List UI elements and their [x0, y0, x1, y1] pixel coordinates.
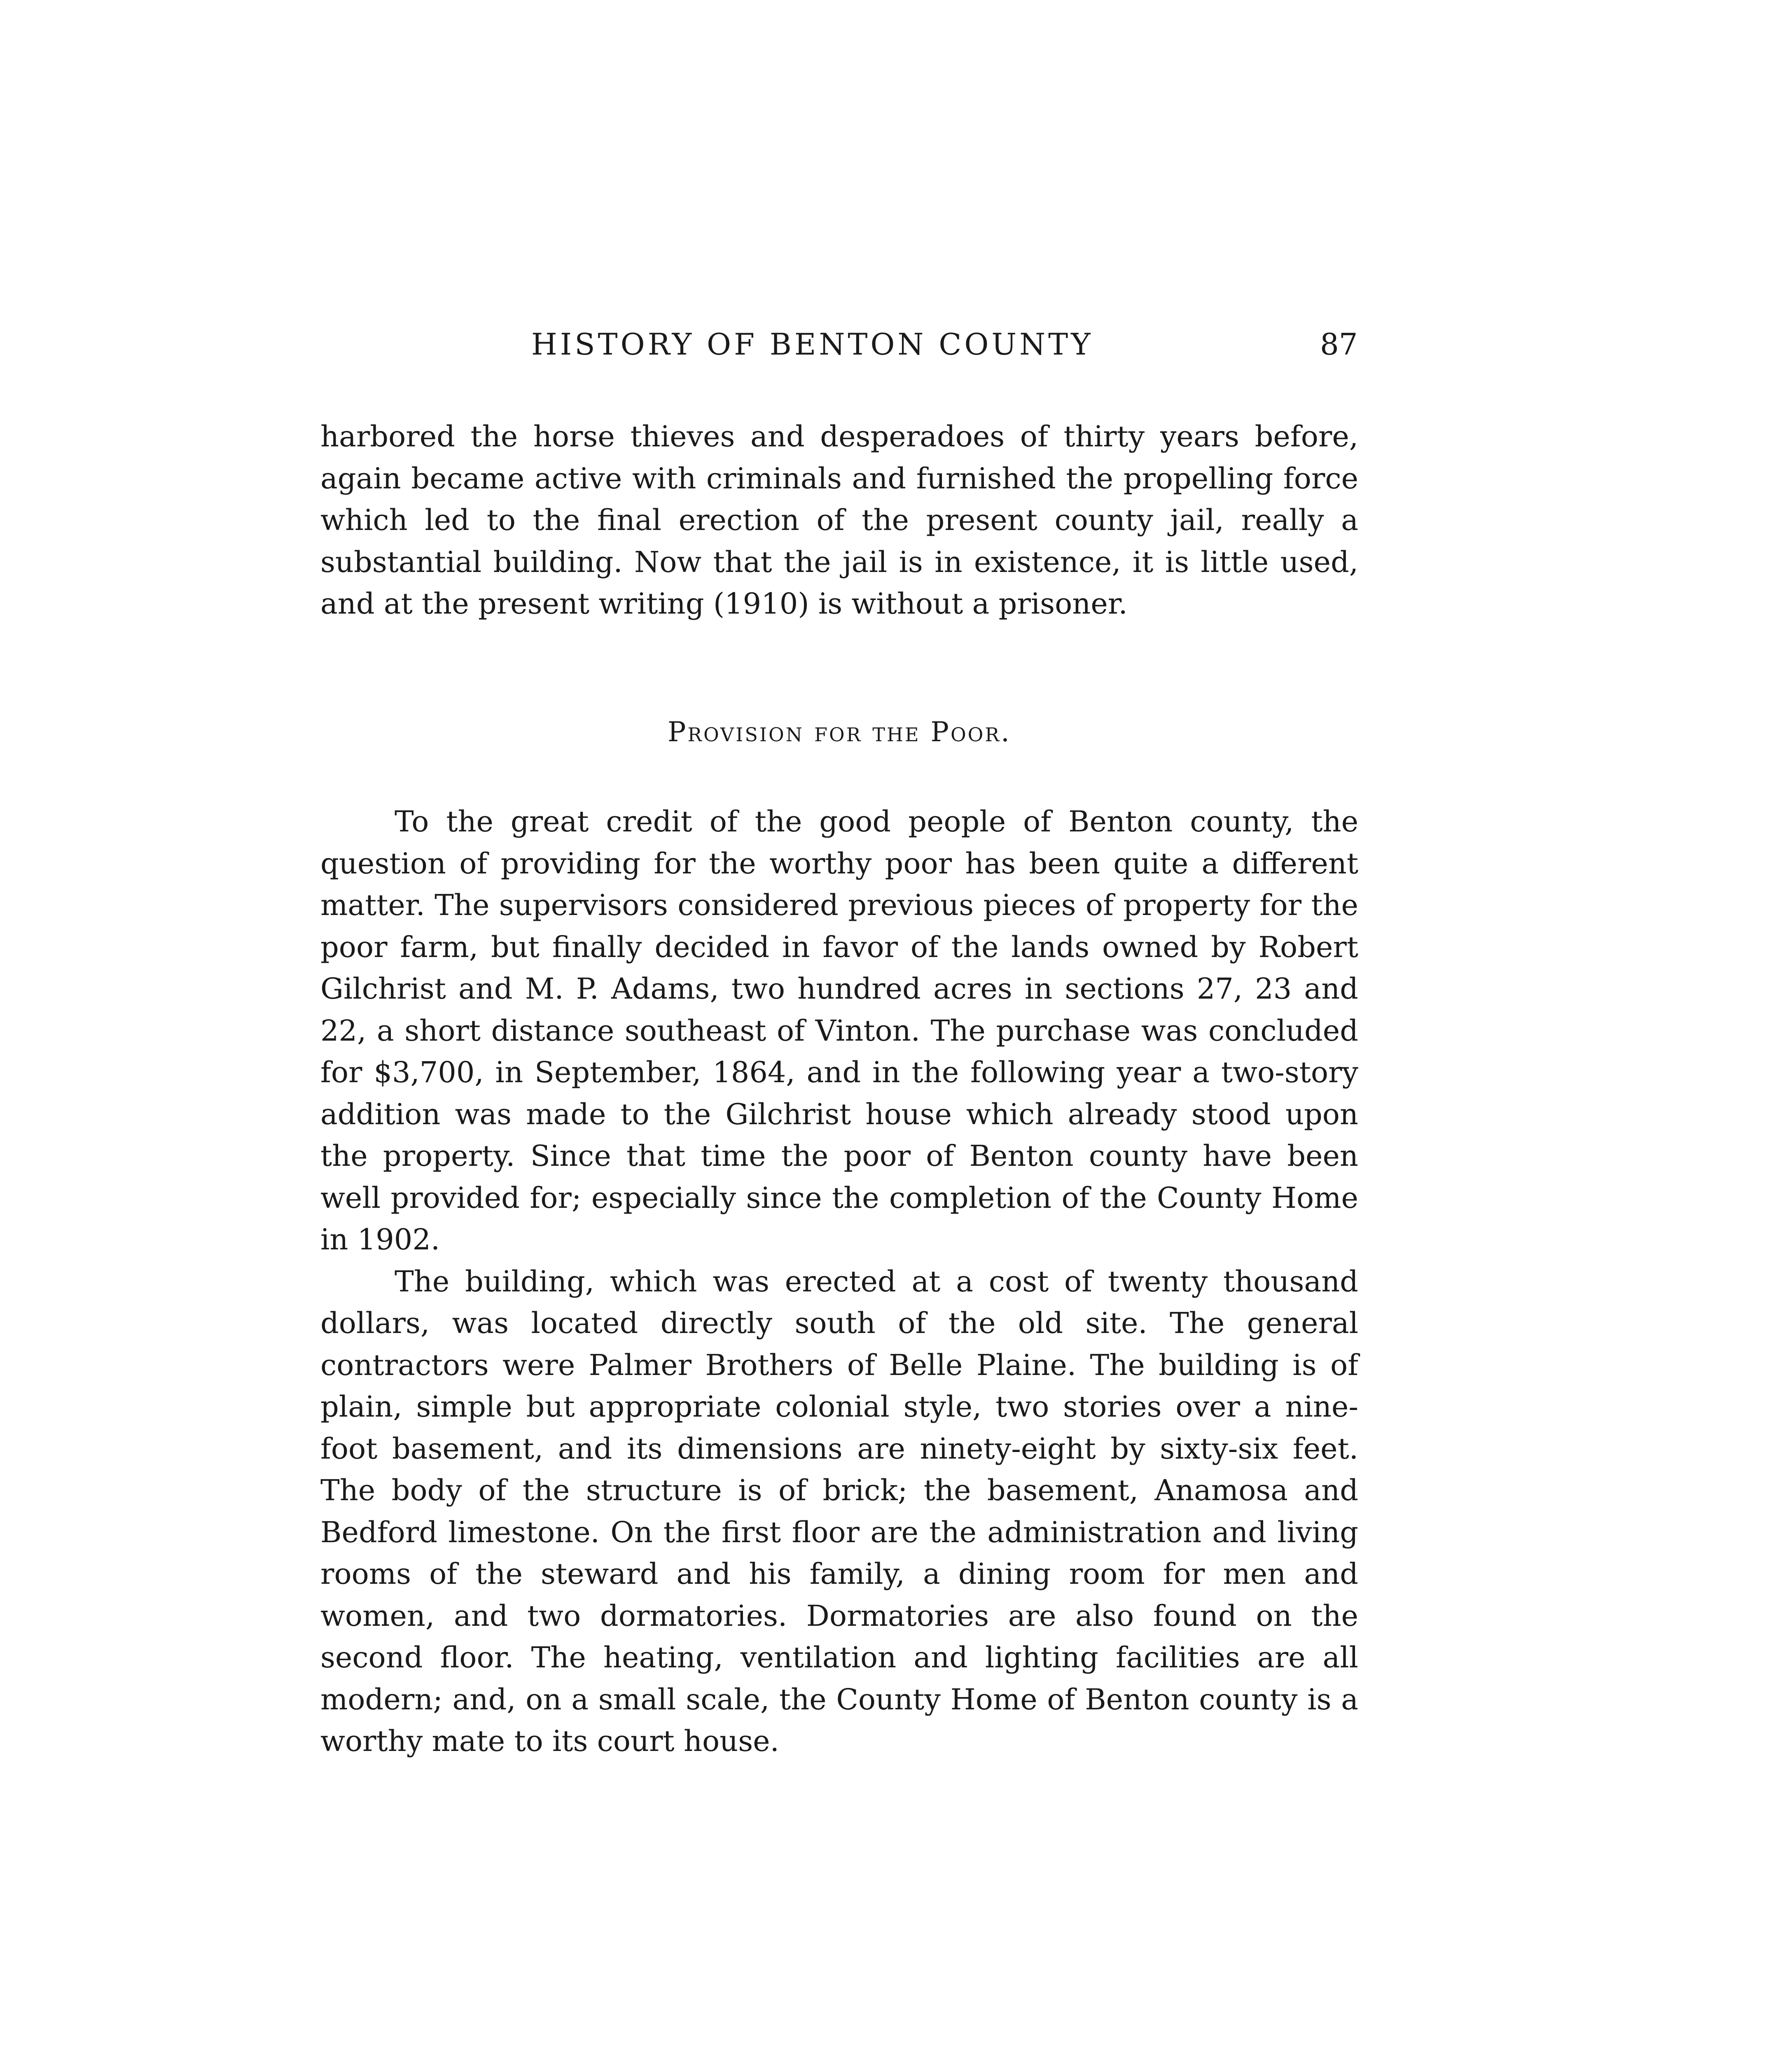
paragraph-county-home: The building, which was erected at a cost of twenty thousand dollars, was located directly south of the old site. The general contractors were Palmer Brothers of Belle Plaine. The building is of plain, simple but appropriate colonial style, two stories over a nine-foot basement, and its dimensions are ninety-eight by sixty-six feet. The body of the structure is of brick; the basement, Anamosa and Bedford limestone. On the first floor are the administration and living rooms of the steward and his family, a dining room for men and women, and two dormatories. Dormatories are also found on the second floor. The heating, ventilation and lighting facilities are all modern; and, on a small scale, the County Home of Benton county is a worthy mate to its court house.	[320, 1264, 1358, 1758]
text-block-main	[320, 801, 1358, 1763]
page-number: 87	[1320, 327, 1358, 362]
section-heading: Provision for the Poor.	[667, 716, 1011, 748]
paragraph-poor-farm: To the great credit of the good people of Benton county, the question of providing for the worthy poor has been quite a different matter. The supervisors considered previous pieces of property for the poor farm, but finally decided in favor of the lands owned by Robert Gilchrist and M. P. Adams, two hundred acres in sections 27, 23 and 22, a short distance southeast of Vinton. The purchase was concluded for $3,700, in September, 1864, and in the following year a two-story addition was made to the Gilchrist house which already stood upon the property. Since that time the poor of Benton county have been well provided for; especially since the completion of the County Home in 1902.	[320, 805, 1358, 1256]
paragraph-jail: harbored the horse thieves and desperadoes of thirty years before, again became active with criminals and furnished the propelling force which led to the final erection of the present county jail, really a substantial building. Now that the jail is in existence, it is little used, and at the present writing (1910) is without a prisoner.	[320, 420, 1358, 621]
running-head-title: HISTORY OF BENTON COUNTY	[531, 327, 1093, 362]
text-block-top	[320, 416, 1358, 625]
